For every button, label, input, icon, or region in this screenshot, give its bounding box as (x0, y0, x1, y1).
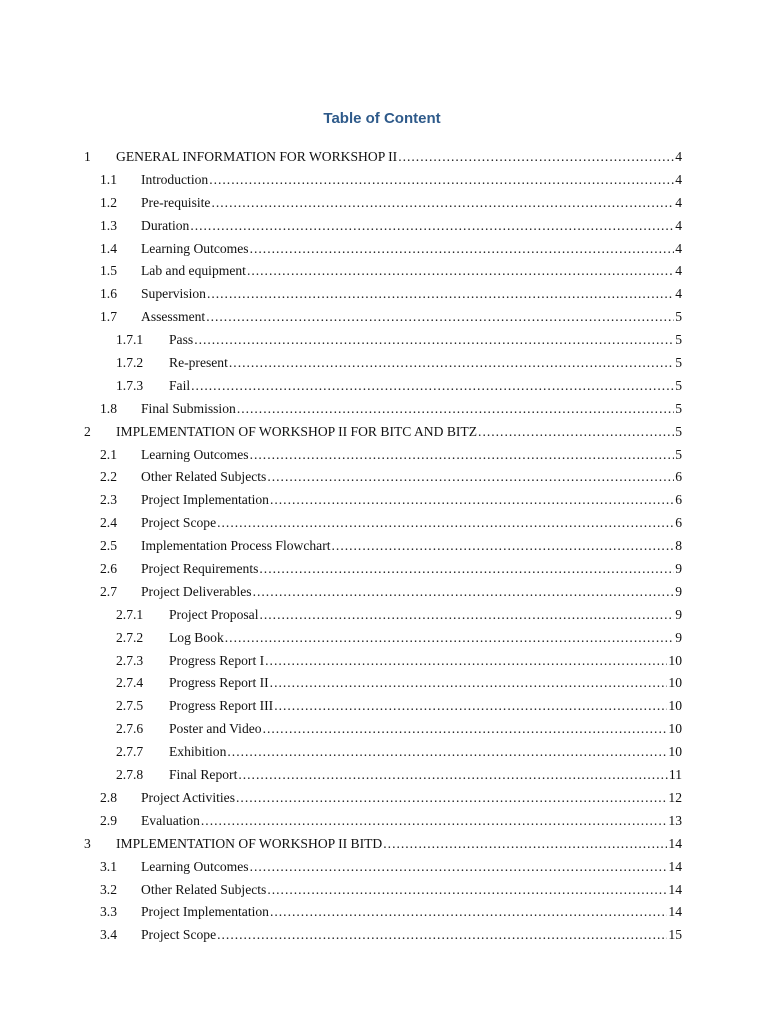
toc-entry-number: 2.2 (100, 469, 117, 485)
toc-entry-line (141, 512, 682, 535)
toc-entry-title: Implementation Process Flowchart (141, 538, 331, 554)
toc-entry-page: 10 (668, 698, 682, 714)
toc-entry[interactable] (0, 718, 768, 741)
toc-entry[interactable] (0, 260, 768, 283)
toc-entry-title: Project Implementation (141, 904, 269, 920)
toc-entry-page: 4 (675, 171, 682, 187)
toc-entry[interactable] (0, 856, 768, 879)
toc-entry-page: 4 (675, 286, 682, 302)
toc-entry-title: Project Scope (141, 515, 217, 531)
toc-entry[interactable] (0, 604, 768, 627)
toc-entry[interactable] (0, 169, 768, 192)
toc-entry-number: 3.3 (100, 904, 117, 920)
toc-entry-title: Introduction (141, 171, 209, 187)
toc-entry-number: 1.7.3 (116, 377, 144, 393)
toc-entry-line (141, 924, 682, 947)
toc-entry-line (169, 375, 682, 398)
toc-entry-line (169, 604, 682, 627)
toc-entry[interactable] (0, 741, 768, 764)
toc-entry[interactable] (0, 833, 768, 856)
toc-entry-line (169, 718, 682, 741)
toc-entry-title: Project Proposal (169, 606, 259, 622)
toc-entry-title: Log Book (169, 629, 224, 645)
toc-entry-page: 14 (668, 858, 682, 874)
dot-leader (250, 856, 668, 879)
toc-entry-line (141, 238, 682, 261)
toc-entry-line (141, 192, 682, 215)
dot-leader (383, 833, 667, 856)
toc-entry-line (141, 169, 682, 192)
toc-entry-page: 12 (668, 789, 682, 805)
dot-leader (206, 306, 674, 329)
toc-entry[interactable] (0, 810, 768, 833)
dot-leader (332, 535, 675, 558)
toc-entry-page: 10 (668, 744, 682, 760)
toc-entry[interactable] (0, 787, 768, 810)
dot-leader (270, 489, 674, 512)
dot-leader (207, 283, 674, 306)
toc-entry-title: Project Activities (141, 789, 236, 805)
toc-entry-number: 1.8 (100, 400, 117, 416)
toc-entry[interactable] (0, 421, 768, 444)
toc-entry-number: 1.7.2 (116, 355, 144, 371)
dot-leader (274, 695, 667, 718)
toc-entry-number: 3.2 (100, 881, 117, 897)
toc-entry-number: 2.9 (100, 812, 117, 828)
toc-entry[interactable] (0, 535, 768, 558)
toc-entry-number: 2.1 (100, 446, 117, 462)
toc-entry[interactable] (0, 650, 768, 673)
toc-entry-page: 8 (675, 538, 682, 554)
toc-entry-number: 2.3 (100, 492, 117, 508)
toc-entry-page: 4 (675, 194, 682, 210)
toc-entry-number: 2.7.4 (116, 675, 144, 691)
toc-entry-page: 4 (675, 149, 682, 164)
dot-leader (217, 512, 674, 535)
toc-entry-line (169, 695, 682, 718)
toc-entry-number: 1.3 (100, 217, 117, 233)
dot-leader (194, 329, 674, 352)
dot-leader (259, 604, 674, 627)
toc-entry-number: 2.7.5 (116, 698, 144, 714)
dot-leader (191, 375, 674, 398)
toc-entry-line (141, 787, 682, 810)
dot-leader (229, 352, 674, 375)
toc-entry[interactable] (0, 444, 768, 467)
toc-entry-number: 2.7 (100, 583, 117, 599)
dot-leader (201, 810, 668, 833)
toc-entry-line (141, 466, 682, 489)
toc-entry-number: 2.7.8 (116, 767, 144, 783)
toc-entry-line (169, 329, 682, 352)
toc-entry-title: Project Scope (141, 927, 217, 943)
toc-entry[interactable] (0, 192, 768, 215)
toc-entry-number: 2.8 (100, 789, 117, 805)
toc-entry-line (141, 398, 682, 421)
toc-entry[interactable] (0, 398, 768, 421)
toc-entry[interactable] (0, 672, 768, 695)
toc-entry-page: 4 (675, 263, 682, 279)
toc-entry-line (141, 879, 682, 902)
toc-entry[interactable] (0, 215, 768, 238)
toc-entry[interactable] (0, 283, 768, 306)
toc-entry[interactable] (0, 627, 768, 650)
dot-leader (253, 581, 675, 604)
toc-entry[interactable] (0, 901, 768, 924)
toc-entry-number: 1.7 (100, 309, 117, 325)
toc-entry-page: 14 (668, 904, 682, 920)
toc-entry-title: Learning Outcomes (141, 240, 249, 256)
toc-entry-title: Lab and equipment (141, 263, 246, 279)
toc-entry-page: 4 (675, 240, 682, 256)
toc-entry-title: Poster and Video (169, 721, 262, 737)
dot-leader (263, 718, 668, 741)
toc-title: Table of Content (323, 110, 441, 127)
toc-entry-title: Re-present (169, 355, 228, 371)
toc-entry-number: 1.5 (100, 263, 117, 279)
toc-entry-line (141, 558, 682, 581)
toc-entry-line (116, 146, 682, 169)
toc-entry-line (169, 650, 682, 673)
toc-entry-line (141, 306, 682, 329)
dot-leader (238, 764, 668, 787)
toc-entry-line (141, 489, 682, 512)
toc-entry-title: IMPLEMENTATION OF WORKSHOP II FOR BITC AND BITZ (116, 423, 478, 439)
toc-entry-title: Final Submission (141, 400, 236, 416)
toc-entry[interactable] (0, 924, 768, 947)
toc-list (0, 146, 768, 947)
toc-entry-number: 2.7.7 (116, 744, 144, 760)
toc-entry-number: 1.6 (100, 286, 117, 302)
toc-entry[interactable] (0, 558, 768, 581)
toc-entry-title: Progress Report II (169, 675, 269, 691)
toc-entry-title: Pre-requisite (141, 194, 211, 210)
toc-entry-page: 9 (675, 606, 682, 622)
dot-leader (209, 169, 674, 192)
dot-leader (398, 146, 674, 169)
toc-entry-line (116, 421, 682, 444)
toc-entry-title: Progress Report I (169, 652, 265, 668)
toc-entry-title: Evaluation (141, 812, 200, 828)
toc-entry[interactable] (0, 764, 768, 787)
dot-leader (250, 238, 675, 261)
toc-entry[interactable] (0, 352, 768, 375)
toc-entry-number: 3.4 (100, 927, 117, 943)
toc-entry[interactable] (0, 238, 768, 261)
toc-entry-line (169, 627, 682, 650)
dot-leader (236, 787, 667, 810)
toc-entry-number: 1.7.1 (116, 332, 144, 348)
toc-entry-page: 5 (675, 400, 682, 416)
dot-leader (247, 260, 674, 283)
toc-entry-page: 15 (668, 927, 682, 943)
toc-entry[interactable] (0, 879, 768, 902)
toc-entry-page: 5 (675, 332, 682, 348)
dot-leader (190, 215, 674, 238)
toc-entry-number: 2.7.3 (116, 652, 144, 668)
toc-entry-page: 9 (675, 629, 682, 645)
toc-entry-title: Other Related Subjects (141, 881, 267, 897)
toc-entry[interactable] (0, 466, 768, 489)
toc-entry-page: 6 (675, 469, 682, 485)
dot-leader (250, 444, 675, 467)
toc-entry-title: IMPLEMENTATION OF WORKSHOP II BITD (116, 835, 383, 851)
toc-entry[interactable] (0, 329, 768, 352)
toc-entry[interactable] (0, 375, 768, 398)
toc-entry-line (169, 764, 682, 787)
toc-entry-page: 5 (675, 309, 682, 325)
toc-entry-title: Assessment (141, 309, 206, 325)
toc-entry[interactable] (0, 306, 768, 329)
toc-entry-title: Learning Outcomes (141, 858, 249, 874)
toc-entry-line (141, 444, 682, 467)
toc-entry-line (141, 260, 682, 283)
toc-entry-title: Final Report (169, 767, 238, 783)
toc-entry[interactable] (0, 695, 768, 718)
toc-entry-line (141, 810, 682, 833)
dot-leader (237, 398, 674, 421)
toc-entry-page: 6 (675, 515, 682, 531)
toc-entry-page: 11 (668, 767, 682, 783)
toc-entry-title: Progress Report III (169, 698, 274, 714)
toc-entry[interactable] (0, 146, 768, 169)
toc-entry-title: Supervision (141, 286, 206, 302)
toc-entry-number: 2 (84, 423, 91, 439)
dot-leader (265, 650, 667, 673)
toc-entry-page: 14 (668, 881, 682, 897)
toc-entry-title: Duration (141, 217, 190, 233)
toc-entry-title: Project Requirements (141, 561, 259, 577)
dot-leader (211, 192, 674, 215)
toc-entry-title: Project Implementation (141, 492, 269, 508)
toc-entry-title: Project Deliverables (141, 583, 252, 599)
dot-leader (478, 421, 674, 444)
toc-entry-line (141, 283, 682, 306)
toc-entry-line (169, 352, 682, 375)
toc-entry-number: 1.1 (100, 171, 117, 187)
toc-entry-line (141, 856, 682, 879)
toc-entry-page: 10 (668, 675, 682, 691)
toc-entry[interactable] (0, 581, 768, 604)
toc-entry-number: 2.7.6 (116, 721, 144, 737)
dot-leader (267, 879, 667, 902)
toc-entry-number: 2.6 (100, 561, 117, 577)
toc-entry-page: 13 (668, 812, 682, 828)
toc-entry-page: 5 (675, 355, 682, 371)
toc-entry-line (141, 215, 682, 238)
toc-entry-page: 5 (675, 377, 682, 393)
toc-entry[interactable] (0, 489, 768, 512)
toc-entry-line (141, 901, 682, 924)
dot-leader (267, 466, 674, 489)
toc-entry-number: 3 (84, 835, 91, 851)
toc-entry-line (169, 672, 682, 695)
toc-entry-line (116, 833, 682, 856)
toc-entry-title: Fail (169, 377, 191, 393)
toc-entry-page: 9 (675, 561, 682, 577)
toc-entry-page: 6 (675, 492, 682, 508)
toc-entry-page: 4 (675, 217, 682, 233)
toc-entry-page: 5 (675, 423, 682, 439)
toc-entry-line (141, 581, 682, 604)
toc-entry-number: 3.1 (100, 858, 117, 874)
toc-entry-page: 10 (668, 721, 682, 737)
toc-entry-title: Exhibition (169, 744, 227, 760)
toc-entry-page: 14 (668, 835, 682, 851)
toc-entry-title: Learning Outcomes (141, 446, 249, 462)
toc-entry-number: 2.7.2 (116, 629, 144, 645)
toc-entry[interactable] (0, 512, 768, 535)
toc-entry-number: 2.4 (100, 515, 117, 531)
dot-leader (217, 924, 667, 947)
toc-entry-title: GENERAL INFORMATION FOR WORKSHOP II (116, 149, 398, 164)
dot-leader (259, 558, 674, 581)
toc-entry-title: Pass (169, 332, 194, 348)
toc-entry-line (169, 741, 682, 764)
toc-entry-number: 2.7.1 (116, 606, 144, 622)
dot-leader (270, 901, 667, 924)
toc-entry-page: 9 (675, 583, 682, 599)
dot-leader (227, 741, 667, 764)
toc-entry-number: 1.2 (100, 194, 117, 210)
toc-entry-number: 2.5 (100, 538, 117, 554)
toc-entry-number: 1 (84, 149, 91, 164)
toc-entry-number: 1.4 (100, 240, 117, 256)
toc-entry-page: 5 (675, 446, 682, 462)
dot-leader (225, 627, 674, 650)
toc-entry-line (141, 535, 682, 558)
toc-entry-title: Other Related Subjects (141, 469, 267, 485)
toc-entry-page: 10 (668, 652, 682, 668)
dot-leader (270, 672, 668, 695)
